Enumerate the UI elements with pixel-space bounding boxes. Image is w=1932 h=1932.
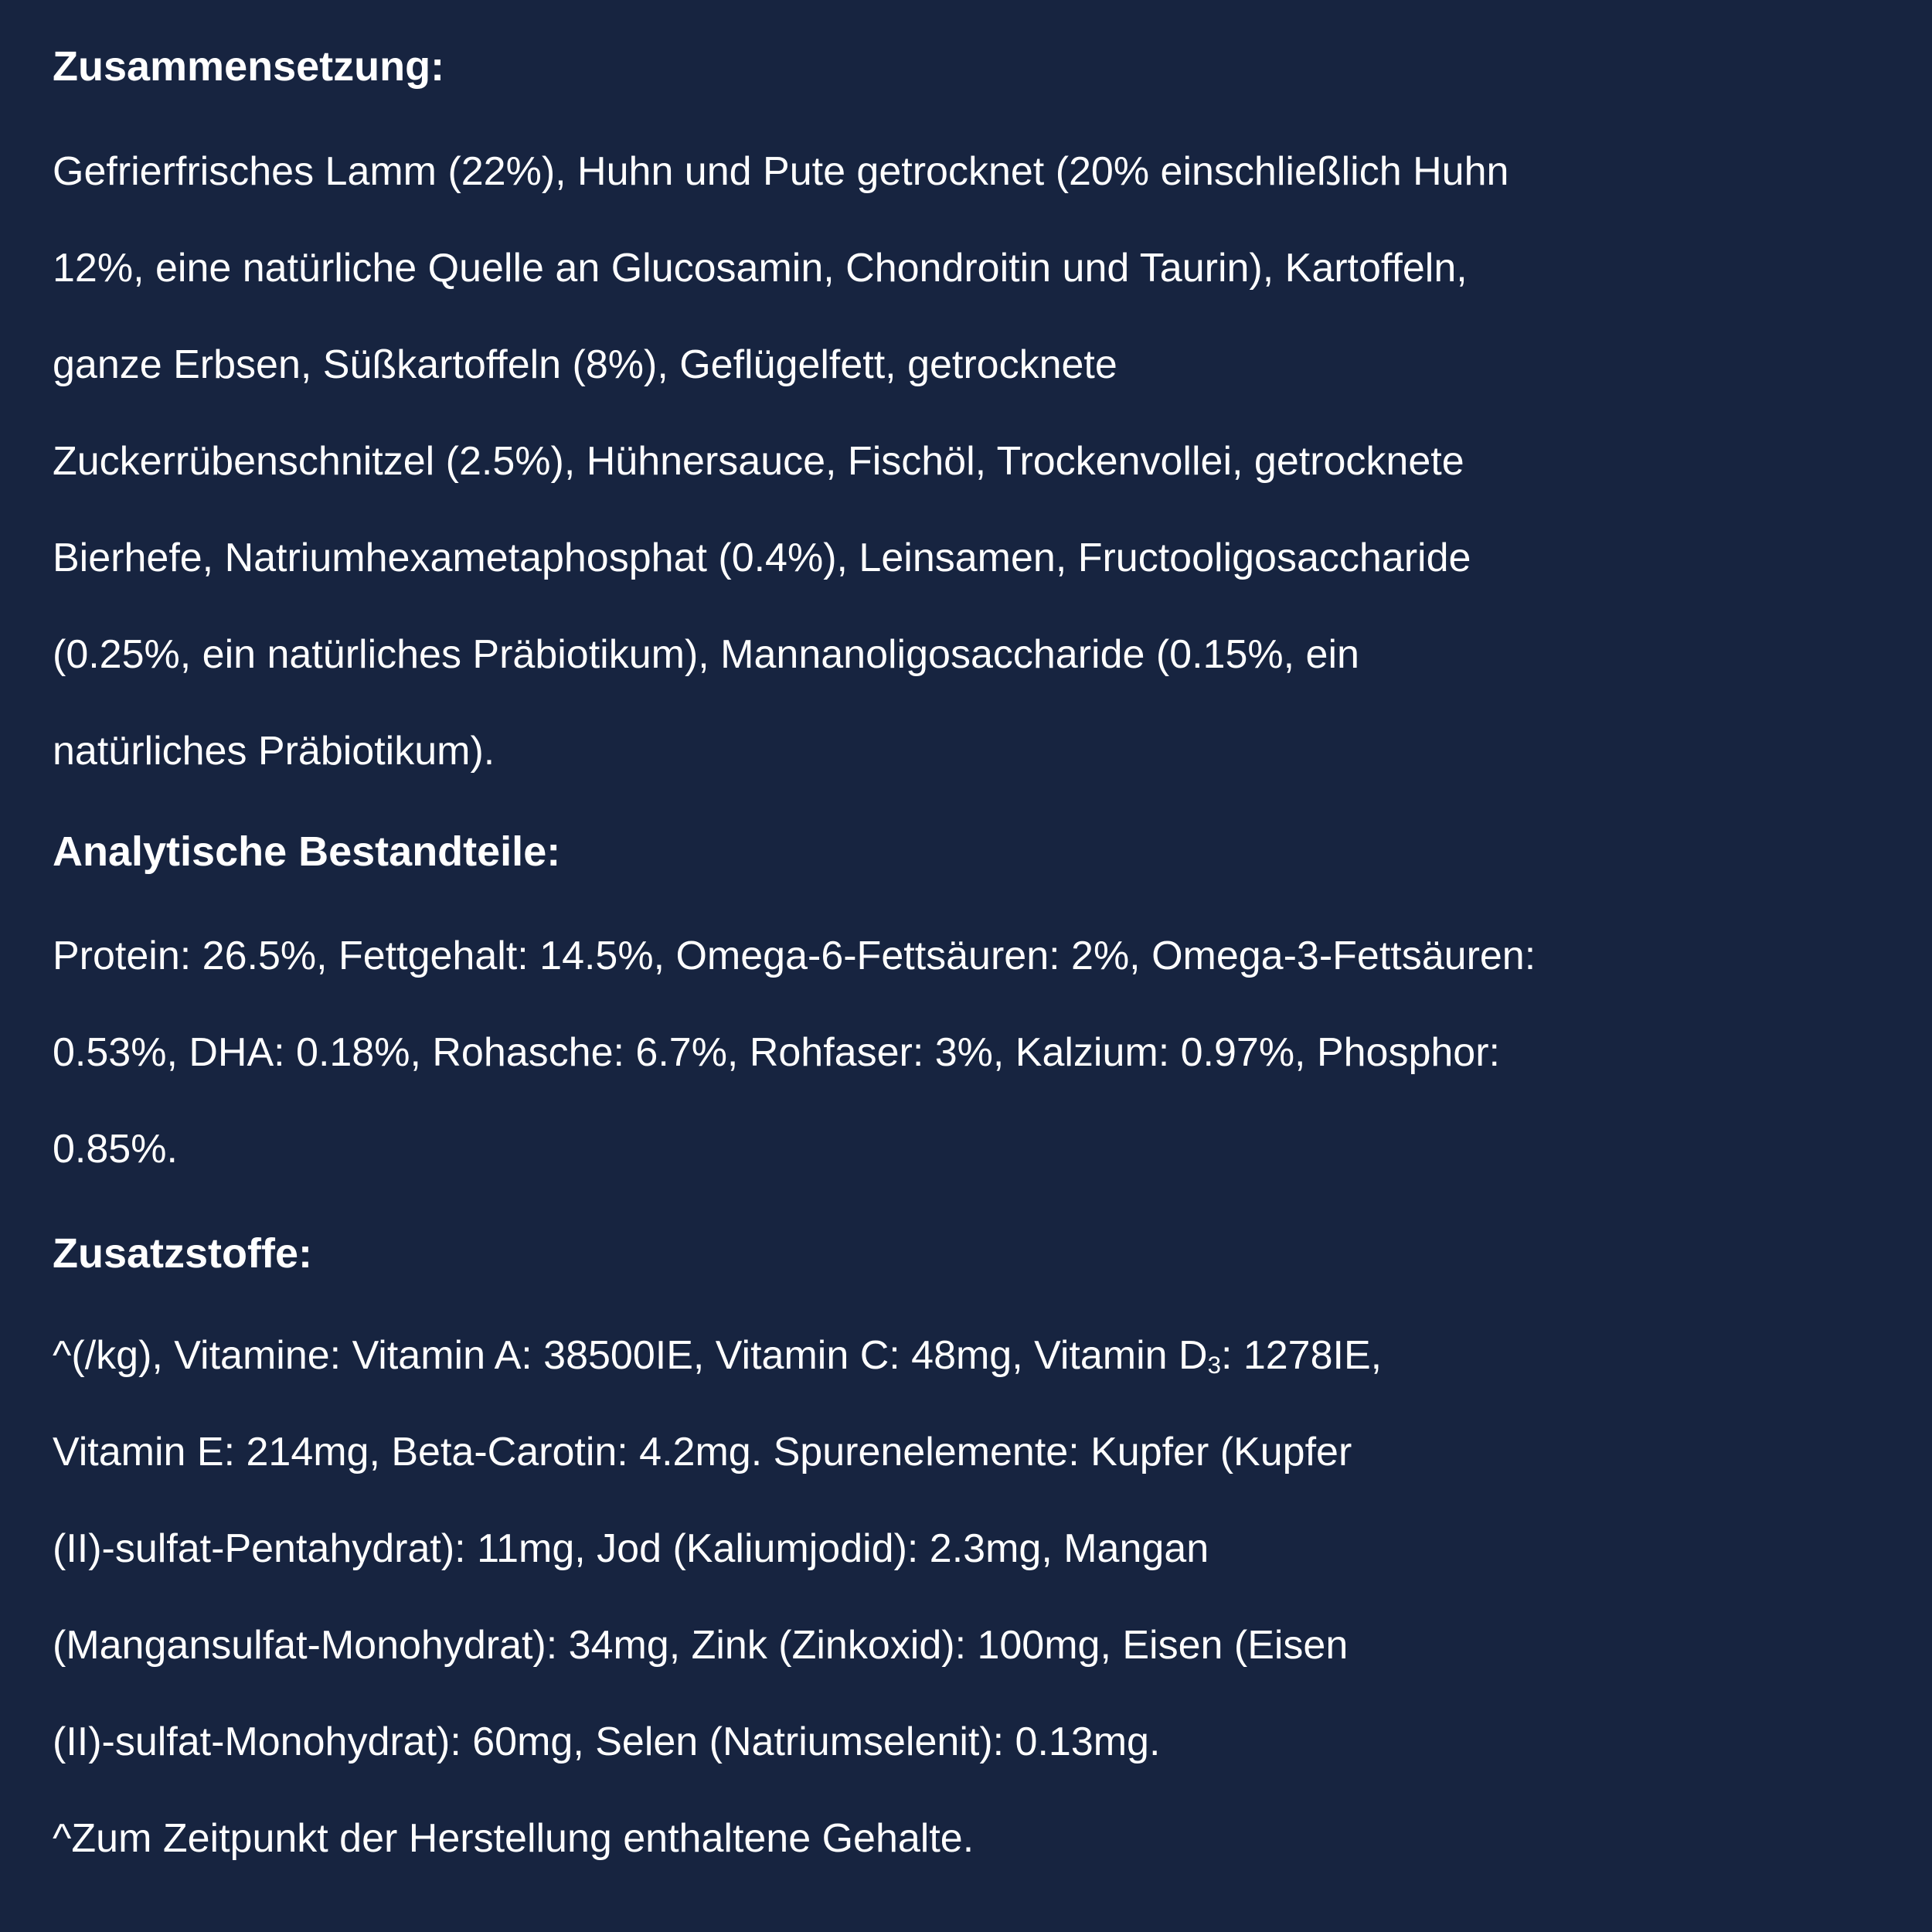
analytical-line: Protein: 26.5%, Fettgehalt: 14.5%, Omega-6-Fettsäuren: 2%, Omega-3-Fettsäuren: — [53, 934, 1536, 978]
additives-line: (II)-sulfat-Pentahydrat): 11mg, Jod (Kaliumjodid): 2.3mg, Mangan — [53, 1526, 1209, 1571]
analytical-line: 0.85%. — [53, 1127, 178, 1172]
additives-line: (Mangansulfat-Monohydrat): 34mg, Zink (Zinkoxid): 100mg, Eisen (Eisen — [53, 1623, 1349, 1668]
composition-line: (0.25%, ein natürliches Präbiotikum), Mannanoligosaccharide (0.15%, ein — [53, 632, 1359, 677]
composition-line: 12%, eine natürliche Quelle an Glucosamin, Chondroitin und Taurin), Kartoffeln, — [53, 246, 1468, 291]
composition-heading: Zusammensetzung: — [53, 43, 445, 90]
additives-heading: Zusatzstoffe: — [53, 1230, 312, 1277]
additives-line-text: ^(/kg), Vitamine: Vitamin A: 38500IE, Vitamin C: 48mg, Vitamin D — [53, 1333, 1208, 1378]
analytical-heading: Analytische Bestandteile: — [53, 828, 561, 875]
additives-line: Vitamin E: 214mg, Beta-Carotin: 4.2mg. Spurenelemente: Kupfer (Kupfer — [53, 1430, 1352, 1475]
composition-line: natürliches Präbiotikum). — [53, 729, 495, 774]
footnote: ^Zum Zeitpunkt der Herstellung enthaltene Gehalte. — [53, 1816, 975, 1861]
additives-line — [53, 1331, 1382, 1380]
analytical-line: 0.53%, DHA: 0.18%, Rohasche: 6.7%, Rohfaser: 3%, Kalzium: 0.97%, Phosphor: — [53, 1030, 1500, 1075]
additives-line-text: : 1278IE, — [1220, 1333, 1383, 1378]
composition-line: Bierhefe, Natriumhexametaphosphat (0.4%), Leinsamen, Fructooligosaccharide — [53, 536, 1471, 580]
composition-line: Zuckerrübenschnitzel (2.5%), Hühnersauce, Fischöl, Trockenvollei, getrocknete — [53, 439, 1464, 484]
composition-line: Gefrierfrisches Lamm (22%), Huhn und Pute getrocknet (20% einschließlich Huhn — [53, 149, 1509, 194]
additives-line: (II)-sulfat-Monohydrat): 60mg, Selen (Natriumselenit): 0.13mg. — [53, 1719, 1161, 1764]
composition-line: ganze Erbsen, Süßkartoffeln (8%), Geflügelfett, getrocknete — [53, 342, 1117, 387]
subscript-3: 3 — [1207, 1352, 1221, 1379]
